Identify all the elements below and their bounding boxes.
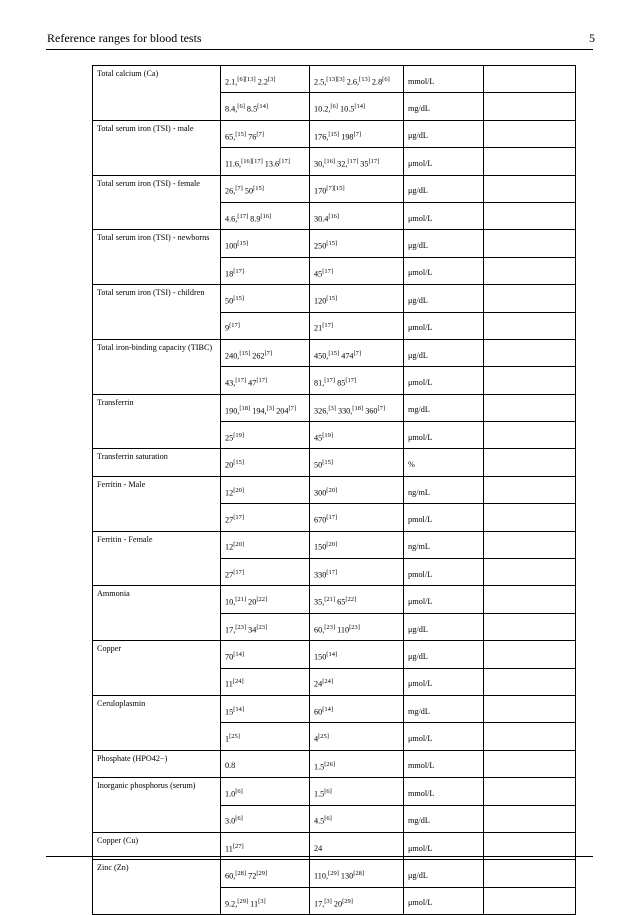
unit-cell: mmol/L	[404, 66, 484, 93]
citation-marker: [7]	[256, 130, 264, 138]
citation-marker: [6][13]	[237, 75, 256, 83]
citation-marker: [21]	[235, 596, 247, 604]
upper-limit-cell: 450,[15] 474[7]	[310, 339, 404, 366]
comment-cell	[484, 257, 576, 284]
upper-limit-cell: 1.5[26]	[310, 750, 404, 777]
unit-cell: μmol/L	[404, 723, 484, 750]
citation-marker: [20]	[233, 541, 245, 549]
citation-marker: [15]	[233, 294, 245, 302]
citation-marker: [21]	[324, 596, 336, 604]
lower-limit-cell: 8.4,[6] 8.5[14]	[221, 93, 310, 120]
citation-marker: [29]	[328, 870, 339, 878]
test-name-cell: Transferrin	[93, 394, 221, 449]
unit-cell: pmol/L	[404, 504, 484, 531]
upper-limit-cell: 110,[29] 130[28]	[310, 860, 404, 887]
citation-marker: [6]	[237, 103, 245, 111]
unit-cell: μmol/L	[404, 586, 484, 613]
citation-marker: [3]	[267, 75, 276, 83]
citation-marker: [17]	[256, 377, 268, 385]
test-name-cell: Total serum iron (TSI) - newborns	[93, 230, 221, 285]
lower-limit-cell: 20[15]	[221, 449, 310, 476]
citation-marker: [25]	[318, 733, 329, 741]
comment-cell	[484, 367, 576, 394]
unit-cell: mg/dL	[404, 695, 484, 722]
citation-marker: [19]	[322, 431, 334, 439]
comment-cell	[484, 175, 576, 202]
unit-cell: μmol/L	[404, 887, 484, 914]
upper-limit-cell: 24[24]	[310, 668, 404, 695]
citation-marker: [7]	[288, 404, 297, 412]
lower-limit-cell: 4.6,[17] 8.9[16]	[221, 202, 310, 229]
citation-marker: [20]	[326, 486, 338, 494]
lower-limit-cell: 100[15]	[221, 230, 310, 257]
citation-marker: [15]	[326, 240, 338, 248]
test-name-cell: Ammonia	[93, 586, 221, 641]
unit-cell: μmol/L	[404, 312, 484, 339]
test-name-cell: Copper	[93, 641, 221, 696]
comment-cell	[484, 422, 576, 449]
upper-limit-cell: 170[7][15]	[310, 175, 404, 202]
table-row	[93, 120, 576, 147]
lower-limit-cell: 10,[21] 20[22]	[221, 586, 310, 613]
citation-marker: [3]	[266, 404, 275, 412]
lower-limit-cell: 26,[7] 50[15]	[221, 175, 310, 202]
lower-limit-cell: 50[15]	[221, 285, 310, 312]
test-name-cell: Total calcium (Ca)	[93, 66, 221, 121]
citation-marker: [7]	[235, 185, 243, 193]
test-name-cell: Ferritin - Female	[93, 531, 221, 586]
citation-marker: [24]	[232, 678, 244, 686]
citation-marker: [14]	[233, 651, 245, 659]
citation-marker: [16]	[260, 212, 272, 220]
unit-cell: μmol/L	[404, 422, 484, 449]
upper-limit-cell: 35,[21] 65[22]	[310, 586, 404, 613]
citation-marker: [3]	[258, 897, 266, 905]
unit-cell: μmol/L	[404, 832, 484, 859]
upper-limit-cell: 2.5,[13][3] 2.6,[13] 2.8[6]	[310, 66, 404, 93]
upper-limit-cell: 24	[310, 832, 404, 859]
upper-limit-cell: 330[17]	[310, 559, 404, 586]
citation-marker: [7]	[264, 349, 273, 357]
upper-limit-cell: 1.5[6]	[310, 778, 404, 805]
citation-marker: [17]	[345, 377, 357, 385]
citation-marker: [6]	[324, 815, 332, 823]
citation-marker: [7]	[353, 130, 362, 138]
citation-marker: [7][15]	[326, 185, 345, 193]
citation-marker: [23]	[235, 623, 247, 631]
lower-limit-cell: 65,[15] 76[7]	[221, 120, 310, 147]
unit-cell: μg/dL	[404, 285, 484, 312]
table-row	[93, 586, 576, 613]
citation-marker: [14]	[326, 651, 338, 659]
citation-marker: [14]	[322, 705, 334, 713]
lower-limit-cell: 0.8	[221, 750, 310, 777]
test-name-cell: Ceruloplasmin	[93, 695, 221, 750]
unit-cell: μmol/L	[404, 367, 484, 394]
citation-marker: [22]	[345, 596, 357, 604]
page-title: Reference ranges for blood tests	[47, 31, 202, 45]
unit-cell: μg/dL	[404, 230, 484, 257]
citation-marker: [6]	[235, 787, 243, 795]
unit-cell: mmol/L	[404, 778, 484, 805]
unit-cell: mg/dL	[404, 805, 484, 832]
upper-limit-cell: 150[20]	[310, 531, 404, 558]
citation-marker: [17]	[233, 267, 245, 275]
citation-marker: [17]	[326, 568, 338, 576]
unit-cell: mmol/L	[404, 750, 484, 777]
upper-limit-cell: 120[15]	[310, 285, 404, 312]
citation-marker: [17]	[235, 377, 247, 385]
comment-cell	[484, 449, 576, 476]
test-name-cell: Transferrin saturation	[93, 449, 221, 476]
lower-limit-cell: 1.0[6]	[221, 778, 310, 805]
citation-marker: [20]	[233, 486, 245, 494]
comment-cell	[484, 531, 576, 558]
comment-cell	[484, 695, 576, 722]
citation-marker: [3]	[328, 404, 336, 412]
lower-limit-cell: 9.2,[29] 11[3]	[221, 887, 310, 914]
comment-cell	[484, 285, 576, 312]
unit-cell: μmol/L	[404, 148, 484, 175]
upper-limit-cell: 30.4[16]	[310, 202, 404, 229]
upper-limit-cell: 60,[23] 110[23]	[310, 613, 404, 640]
table-row	[93, 531, 576, 558]
citation-marker: [6]	[330, 103, 338, 111]
lower-limit-cell: 43,[17] 47[17]	[221, 367, 310, 394]
unit-cell: ng/mL	[404, 476, 484, 503]
lower-limit-cell: 190,[18] 194,[3] 204[7]	[221, 394, 310, 421]
upper-limit-cell: 4[25]	[310, 723, 404, 750]
upper-limit-cell: 21[17]	[310, 312, 404, 339]
lower-limit-cell: 70[14]	[221, 641, 310, 668]
upper-limit-cell: 300[20]	[310, 476, 404, 503]
page-header	[47, 31, 595, 47]
citation-marker: [15]	[239, 349, 251, 357]
unit-cell: μg/dL	[404, 175, 484, 202]
citation-marker: [14]	[257, 103, 268, 111]
comment-cell	[484, 120, 576, 147]
citation-marker: [25]	[229, 733, 240, 741]
footer-rule	[46, 856, 593, 857]
test-name-cell: Ferritin - Male	[93, 476, 221, 531]
citation-marker: [19]	[233, 431, 245, 439]
citation-marker: [17]	[326, 514, 338, 522]
citation-marker: [29]	[237, 897, 249, 905]
citation-marker: [17]	[322, 267, 334, 275]
citation-marker: [6]	[324, 787, 332, 795]
comment-cell	[484, 312, 576, 339]
table-body	[93, 66, 576, 915]
table-row	[93, 285, 576, 312]
test-name-cell: Total serum iron (TSI) - male	[93, 120, 221, 175]
citation-marker: [13][3]	[326, 75, 345, 83]
citation-marker: [15]	[233, 459, 245, 467]
test-name-cell: Inorganic phosphorus (serum)	[93, 778, 221, 833]
citation-marker: [29]	[256, 870, 268, 878]
lower-limit-cell: 3.0[6]	[221, 805, 310, 832]
table-row	[93, 175, 576, 202]
lower-limit-cell: 240,[15] 262[7]	[221, 339, 310, 366]
header-rule	[46, 49, 593, 50]
citation-marker: [16]	[328, 212, 340, 220]
comment-cell	[484, 586, 576, 613]
unit-cell: mg/dL	[404, 394, 484, 421]
unit-cell: μg/dL	[404, 120, 484, 147]
unit-cell: μmol/L	[404, 257, 484, 284]
citation-marker: [23]	[349, 623, 360, 631]
table-row	[93, 230, 576, 257]
test-name-cell: Phosphate (HPO42−)	[93, 750, 221, 777]
lower-limit-cell: 11[24]	[221, 668, 310, 695]
comment-cell	[484, 641, 576, 668]
unit-cell: %	[404, 449, 484, 476]
citation-marker: [17]	[233, 514, 245, 522]
comment-cell	[484, 723, 576, 750]
citation-marker: [17]	[279, 157, 290, 165]
test-name-cell: Zinc (Zn)	[93, 860, 221, 915]
citation-marker: [28]	[353, 870, 365, 878]
citation-marker: [20]	[326, 541, 338, 549]
citation-marker: [22]	[256, 596, 268, 604]
citation-marker: [18]	[352, 404, 364, 412]
citation-marker: [7]	[377, 404, 386, 412]
citation-marker: [15]	[328, 130, 340, 138]
table-row	[93, 695, 576, 722]
lower-limit-cell: 12[20]	[221, 531, 310, 558]
upper-limit-cell: 10.2,[6] 10.5[14]	[310, 93, 404, 120]
citation-marker: [16][17]	[241, 157, 263, 165]
table-row	[93, 860, 576, 887]
lower-limit-cell: 12[20]	[221, 476, 310, 503]
citation-marker: [15]	[326, 294, 338, 302]
citation-marker: [27]	[232, 842, 244, 850]
comment-cell	[484, 805, 576, 832]
test-name-cell: Copper (Cu)	[93, 832, 221, 859]
upper-limit-cell: 150[14]	[310, 641, 404, 668]
upper-limit-cell: 326,[3] 330,[18] 360[7]	[310, 394, 404, 421]
upper-limit-cell: 4.5[6]	[310, 805, 404, 832]
citation-marker: [18]	[239, 404, 251, 412]
citation-marker: [16]	[324, 157, 336, 165]
unit-cell: pmol/L	[404, 559, 484, 586]
citation-marker: [15]	[322, 459, 334, 467]
upper-limit-cell: 50[15]	[310, 449, 404, 476]
upper-limit-cell: 670[17]	[310, 504, 404, 531]
citation-marker: [17]	[233, 568, 245, 576]
lower-limit-cell: 9[17]	[221, 312, 310, 339]
upper-limit-cell: 45[19]	[310, 422, 404, 449]
upper-limit-cell: 17,[3] 20[29]	[310, 887, 404, 914]
reference-ranges-table	[92, 65, 576, 915]
comment-cell	[484, 613, 576, 640]
table-row	[93, 750, 576, 777]
test-name-cell: Total serum iron (TSI) - female	[93, 175, 221, 230]
lower-limit-cell: 18[17]	[221, 257, 310, 284]
upper-limit-cell: 176,[15] 198[7]	[310, 120, 404, 147]
citation-marker: [26]	[324, 760, 336, 768]
lower-limit-cell: 17,[23] 34[23]	[221, 613, 310, 640]
test-name-cell: Total serum iron (TSI) - children	[93, 285, 221, 340]
lower-limit-cell: 11.6,[16][17] 13.6[17]	[221, 148, 310, 175]
comment-cell	[484, 668, 576, 695]
upper-limit-cell: 45[17]	[310, 257, 404, 284]
comment-cell	[484, 860, 576, 887]
citation-marker: [7]	[353, 349, 362, 357]
comment-cell	[484, 93, 576, 120]
unit-cell: μg/dL	[404, 641, 484, 668]
citation-marker: [13]	[359, 75, 370, 83]
lower-limit-cell: 1[25]	[221, 723, 310, 750]
comment-cell	[484, 339, 576, 366]
citation-marker: [23]	[324, 623, 336, 631]
lower-limit-cell: 60,[28] 72[29]	[221, 860, 310, 887]
citation-marker: [14]	[354, 103, 366, 111]
unit-cell: mg/dL	[404, 93, 484, 120]
unit-cell: μg/dL	[404, 613, 484, 640]
lower-limit-cell: 25[19]	[221, 422, 310, 449]
comment-cell	[484, 750, 576, 777]
page-number: 5	[589, 31, 595, 45]
citation-marker: [15]	[237, 240, 249, 248]
citation-marker: [17]	[237, 212, 249, 220]
unit-cell: μg/dL	[404, 339, 484, 366]
upper-limit-cell: 30,[16] 32,[17] 35[17]	[310, 148, 404, 175]
comment-cell	[484, 887, 576, 914]
comment-cell	[484, 476, 576, 503]
upper-limit-cell: 250[15]	[310, 230, 404, 257]
citation-marker: [29]	[342, 897, 353, 905]
citation-marker: [17]	[322, 322, 334, 330]
comment-cell	[484, 559, 576, 586]
citation-marker: [15]	[253, 185, 264, 193]
comment-cell	[484, 778, 576, 805]
citation-marker: [3]	[324, 897, 332, 905]
upper-limit-cell: 81,[17] 85[17]	[310, 367, 404, 394]
unit-cell: μmol/L	[404, 202, 484, 229]
unit-cell: ng/mL	[404, 531, 484, 558]
table-row	[93, 641, 576, 668]
table-row	[93, 339, 576, 366]
citation-marker: [24]	[322, 678, 334, 686]
citation-marker: [17]	[368, 157, 380, 165]
citation-marker: [15]	[235, 130, 247, 138]
unit-cell: μmol/L	[404, 668, 484, 695]
comment-cell	[484, 504, 576, 531]
lower-limit-cell: 27[17]	[221, 559, 310, 586]
table-row	[93, 476, 576, 503]
citation-marker: [6]	[382, 75, 390, 83]
table-row	[93, 449, 576, 476]
lower-limit-cell: 11[27]	[221, 832, 310, 859]
table-row	[93, 778, 576, 805]
citation-marker: [14]	[233, 705, 245, 713]
lower-limit-cell: 2.1,[6][13] 2.2[3]	[221, 66, 310, 93]
comment-cell	[484, 66, 576, 93]
comment-cell	[484, 148, 576, 175]
citation-marker: [17]	[229, 322, 240, 330]
lower-limit-cell: 27[17]	[221, 504, 310, 531]
test-name-cell: Total iron-binding capacity (TIBC)	[93, 339, 221, 394]
comment-cell	[484, 230, 576, 257]
citation-marker: [17]	[324, 377, 336, 385]
citation-marker: [17]	[347, 157, 359, 165]
comment-cell	[484, 202, 576, 229]
table-row	[93, 394, 576, 421]
citation-marker: [6]	[235, 815, 243, 823]
lower-limit-cell: 15[14]	[221, 695, 310, 722]
citation-marker: [23]	[256, 623, 268, 631]
citation-marker: [28]	[235, 870, 247, 878]
table-row	[93, 66, 576, 93]
citation-marker: [15]	[328, 349, 340, 357]
upper-limit-cell: 60[14]	[310, 695, 404, 722]
comment-cell	[484, 394, 576, 421]
unit-cell: μg/dL	[404, 860, 484, 887]
